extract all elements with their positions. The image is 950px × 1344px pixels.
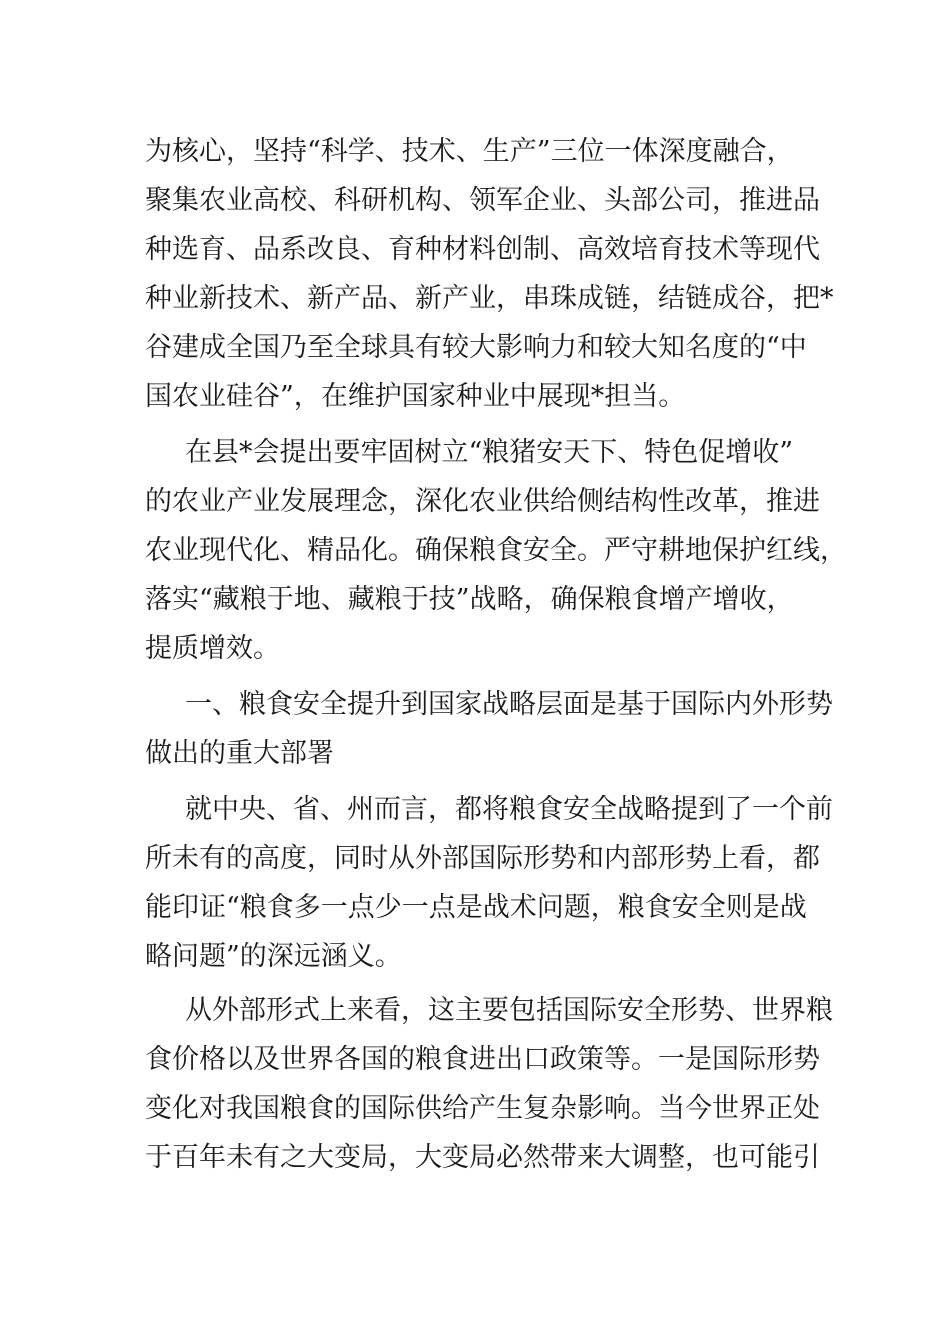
paragraph-5-line-4: 于百年未有之大变局，大变局必然带来大调整，也可能引	[145, 1142, 820, 1173]
paragraph-5-line-1: 从外部形式上来看，这主要包括国际安全形势、世界粮	[185, 995, 833, 1026]
paragraph-4-line-2: 所未有的高度，同时从外部国际形势和内部形势上看，都	[145, 843, 820, 874]
paragraph-2-line-4: 落实“藏粮于地、藏粮于技”战略，确保粮食增产增收，	[145, 584, 794, 615]
paragraph-2-line-5: 提质增效。	[145, 633, 280, 664]
paragraph-5-line-2: 食价格以及世界各国的粮食进出口政策等。一是国际形势	[145, 1044, 820, 1075]
paragraph-4-line-1: 就中央、省、州而言，都将粮食安全战略提到了一个前	[185, 794, 833, 825]
paragraph-4-line-3: 能印证“粮食多一点少一点是战术问题，粮食安全则是战	[145, 892, 807, 923]
paragraph-1-line-4: 种业新技术、新产品、新产业，串珠成链，结链成谷，把*	[145, 283, 834, 314]
paragraph-1-line-6: 国农业硅谷”，在维护国家种业中展现*担当。	[145, 381, 686, 412]
section-heading-line-2: 做出的重大部署	[145, 738, 334, 769]
paragraph-1-line-5: 谷建成全国乃至全球具有较大影响力和较大知名度的“中	[145, 332, 807, 363]
paragraph-1-line-1: 为核心，坚持“科学、技术、生产”三位一体深度融合，	[145, 136, 794, 167]
paragraph-2-line-2: 的农业产业发展理念，深化农业供给侧结构性改革，推进	[145, 486, 820, 517]
paragraph-5-line-3: 变化对我国粮食的国际供给产生复杂影响。当今世界正处	[145, 1093, 820, 1124]
paragraph-4-line-4: 略问题”的深远涵义。	[145, 941, 402, 972]
paragraph-1-line-3: 种选育、品系改良、育种材料创制、高效培育技术等现代	[145, 234, 820, 265]
section-heading-line-1: 一、粮食安全提升到国家战略层面是基于国际内外形势	[185, 689, 833, 720]
paragraph-1-line-2: 聚集农业高校、科研机构、领军企业、头部公司，推进品	[145, 185, 820, 216]
paragraph-2-line-1: 在县*会提出要牢固树立“粮猪安天下、特色促增收”	[185, 437, 794, 468]
paragraph-2-line-3: 农业现代化、精品化。确保粮食安全。严守耕地保护红线，	[145, 535, 847, 566]
